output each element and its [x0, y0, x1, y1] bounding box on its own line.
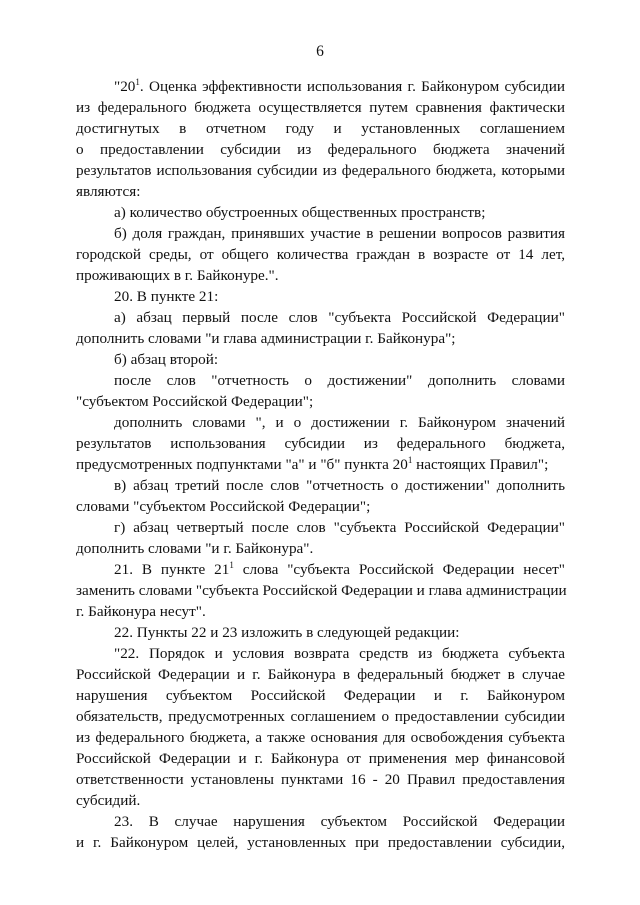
- text-run: результатов использования субсидии из федерального бюджета, которыми: [76, 162, 565, 179]
- text-run: являются:: [76, 183, 141, 200]
- text-run: г. Байконура несут".: [76, 603, 206, 620]
- text-run: настоящих Правил";: [412, 456, 549, 473]
- text-line: [76, 202, 565, 223]
- page-number: 6: [316, 43, 324, 60]
- text-line: [76, 496, 565, 517]
- text-run: Российской Федерации и г. Байконура от применения мер финансовой: [76, 750, 565, 767]
- text-line: [76, 370, 565, 391]
- text-run: а) абзац первый после слов "субъекта Российской Федерации": [114, 309, 565, 326]
- text-line: [76, 97, 565, 118]
- text-line: [76, 580, 565, 601]
- text-run: б) доля граждан, принявших участие в решении вопросов развития: [114, 225, 565, 242]
- text-run: о предоставлении субсидии из федерального бюджета значений: [76, 141, 565, 158]
- text-run: "субъектом Российской Федерации";: [76, 393, 314, 410]
- text-line: [76, 811, 565, 832]
- text-run: г) абзац четвертый после слов "субъекта Российской Федерации": [114, 519, 565, 536]
- text-run: дополнить словами "и г. Байконура".: [76, 540, 314, 557]
- text-run: дополнить словами ", и о достижении г. Байконуром значений: [114, 414, 565, 431]
- superscript: 1: [229, 559, 234, 570]
- text-line: [76, 748, 565, 769]
- text-run: б) абзац второй:: [114, 351, 219, 368]
- text-line: [76, 118, 565, 139]
- text-line: [76, 517, 565, 538]
- document-body: [76, 76, 565, 853]
- text-run: проживающих в г. Байконуре.".: [76, 267, 279, 284]
- text-line: [76, 706, 565, 727]
- text-run: 23. В случае нарушения субъектом Российской Федерации: [114, 813, 565, 830]
- text-line: [76, 832, 565, 853]
- text-run: дополнить словами "и глава администрации г. Байконура";: [76, 330, 456, 347]
- text-run: субсидий.: [76, 792, 141, 809]
- text-line: [76, 223, 565, 244]
- text-line: [76, 265, 565, 286]
- text-run: обязательств, предусмотренных соглашением о предоставлении субсидии: [76, 708, 565, 725]
- text-run: результатов использования субсидии из федерального бюджета,: [76, 435, 565, 452]
- text-line: [76, 538, 565, 559]
- text-line: [76, 181, 565, 202]
- text-run: в) абзац третий после слов "отчетность о достижении" дополнить: [114, 477, 565, 494]
- text-line: [76, 769, 565, 790]
- text-run: достигнутых в отчетном году и установленных соглашением: [76, 120, 565, 137]
- text-run: предусмотренных подпунктами "а" и "б" пункта 20: [76, 456, 408, 473]
- text-line: [76, 244, 565, 265]
- text-run: Российской Федерации и г. Байконура в федеральный бюджет в случае: [76, 666, 565, 683]
- text-line: [76, 601, 565, 622]
- text-line: [76, 328, 565, 349]
- text-line: [76, 433, 565, 454]
- text-line: [76, 349, 565, 370]
- text-run: 21. В пункте 21: [114, 561, 230, 578]
- superscript: 1: [407, 454, 413, 465]
- text-run: "22. Порядок и условия возврата средств из бюджета субъекта: [114, 645, 565, 662]
- text-run: 22. Пункты 22 и 23 изложить в следующей редакции:: [114, 624, 460, 641]
- text-run: после слов "отчетность о достижении" дополнить словами: [114, 372, 565, 389]
- text-run: ответственности установлены пунктами 16 - 20 Правил предоставления: [76, 771, 565, 788]
- text-run: нарушения субъектом Российской Федерации и г. Байконуром: [76, 687, 565, 704]
- text-line: [76, 685, 565, 706]
- text-run: из федерального бюджета, а также основания для освобождения субъекта: [76, 729, 565, 746]
- text-line: [76, 454, 565, 475]
- text-line: [76, 727, 565, 748]
- text-line: [76, 643, 565, 664]
- text-line: [76, 307, 565, 328]
- text-run: "20: [114, 78, 136, 95]
- text-line: [76, 286, 565, 307]
- text-line: [76, 412, 565, 433]
- text-run: городской среды, от общего количества граждан в возрасте от 14 лет,: [76, 246, 565, 263]
- text-run: заменить словами "субъекта Российской Федерации и глава администрации: [76, 582, 567, 599]
- text-run: а) количество обустроенных общественных пространств;: [114, 204, 486, 221]
- text-line: [76, 790, 565, 811]
- text-run: 20. В пункте 21:: [114, 288, 219, 305]
- text-run: из федерального бюджета осуществляется путем сравнения фактически: [76, 99, 565, 116]
- text-run: и г. Байконуром целей, установленных при предоставлении субсидии,: [76, 834, 565, 851]
- superscript: 1: [135, 76, 140, 87]
- text-line: [76, 391, 565, 412]
- text-line: [76, 76, 565, 97]
- text-line: [76, 139, 565, 160]
- text-line: [76, 664, 565, 685]
- text-run: слова "субъекта Российской Федерации несет": [233, 561, 565, 578]
- text-line: [76, 160, 565, 181]
- text-line: [76, 475, 565, 496]
- text-run: . Оценка эффективности использования г. Байконуром субсидии: [139, 78, 565, 95]
- text-run: словами "субъектом Российской Федерации";: [76, 498, 371, 515]
- text-line: [76, 622, 565, 643]
- text-line: [76, 559, 565, 580]
